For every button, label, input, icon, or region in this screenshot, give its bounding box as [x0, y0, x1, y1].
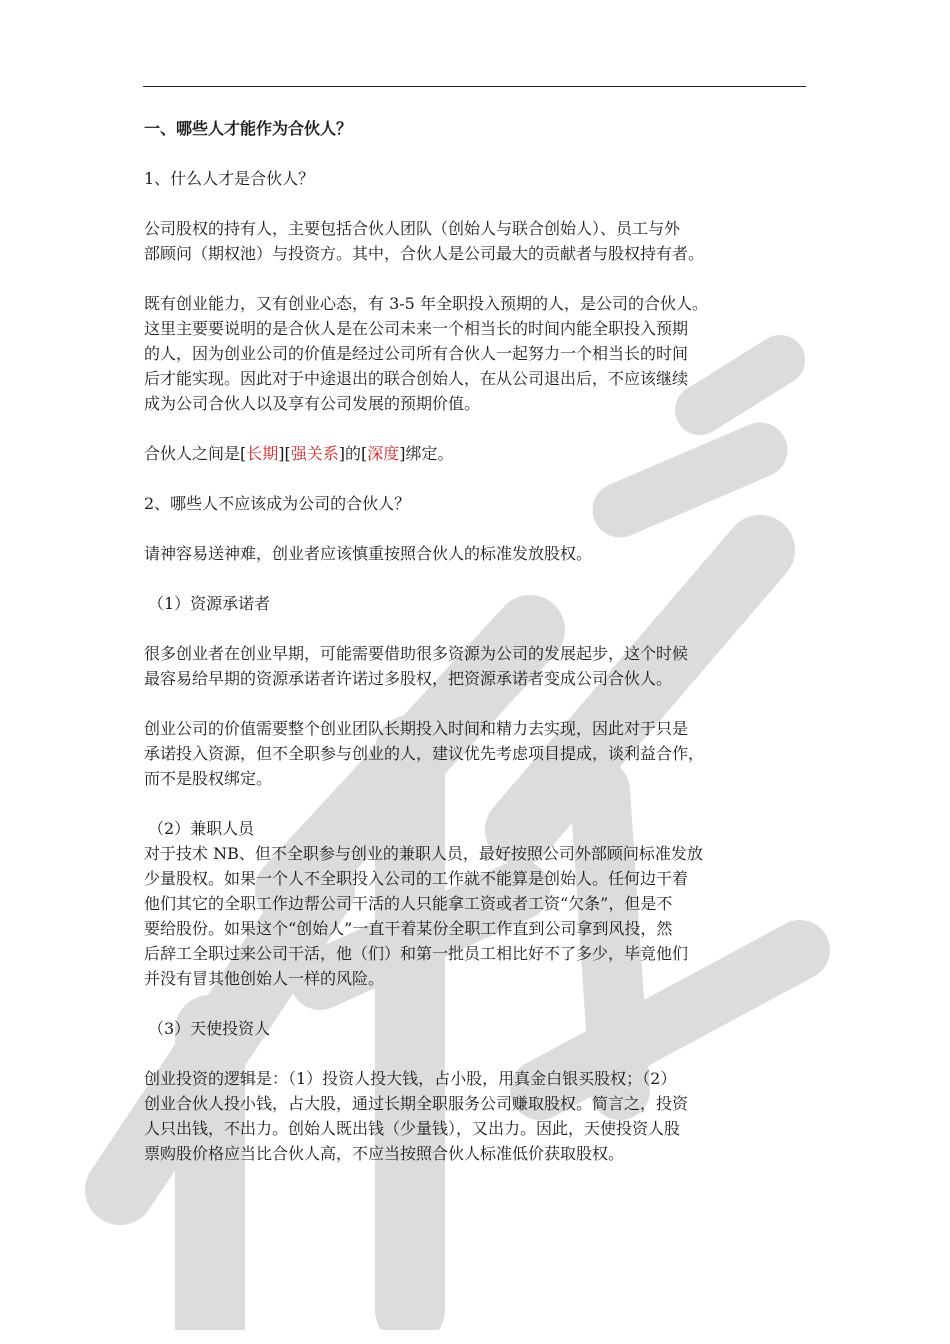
- text-line: 创业公司的价值需要整个创业团队长期投入时间和精力去实现，因此对于只是: [144, 719, 689, 738]
- question-1: 1、什么人才是合伙人？: [144, 169, 315, 188]
- text-line: 票购股价格应当比合伙人高，不应当按照合伙人标准低价获取股权。: [144, 1144, 625, 1163]
- question-2: 2、哪些人不应该成为公司的合伙人？: [144, 494, 411, 513]
- text-line: 对于技术 NB、但不全职参与创业的兼职人员，最好按照公司外部顾问标准发放: [144, 844, 703, 863]
- text-line: 成为公司合伙人以及享有公司发展的预期价值。: [144, 394, 481, 413]
- text-line: 的人，因为创业公司的价值是经过公司所有合伙人一起努力一个相当长的时间: [144, 344, 689, 363]
- text-span: ]绑定。: [399, 444, 454, 463]
- paragraph-resource-promisers-1: [144, 641, 808, 691]
- header-rule: [143, 86, 806, 87]
- paragraph-shareholders: [144, 216, 808, 266]
- text-line: 少量股权。如果一个人不全职投入公司的工作就不能算是创始人。任何边干着: [144, 869, 689, 888]
- text-line: 后才能实现。因此对于中途退出的联合创始人，在从公司退出后，不应该继续: [144, 369, 689, 388]
- text-line: 并没有冒其他创始人一样的风险。: [144, 969, 385, 988]
- binding-statement: [144, 441, 808, 466]
- text-line: 要给股份。如果这个“创始人”一直干着某份全职工作直到公司拿到风投，然: [144, 919, 673, 938]
- paragraph-angel-investors: [144, 1066, 808, 1166]
- paragraph-partner-definition: [144, 291, 808, 416]
- paragraph-part-time: [144, 841, 808, 991]
- emphasis-term: 深度: [367, 444, 400, 463]
- text-line: 既有创业能力，又有创业心态，有 3-5 年全职投入预期的人，是公司的合伙人。: [144, 294, 708, 313]
- subsection-title-3: （3）天使投资人: [148, 1019, 271, 1038]
- text-line: 最容易给早期的资源承诺者许诺过多股权，把资源承诺者变成公司合伙人。: [144, 669, 673, 688]
- text-line: 而不是股权绑定。: [144, 769, 273, 788]
- document-body: [144, 116, 808, 1166]
- section-heading: 一、哪些人才能作为合伙人？: [144, 119, 353, 138]
- text-line: 公司股权的持有人，主要包括合伙人团队（创始人与联合创始人）、员工与外: [144, 219, 681, 238]
- text-line: 他们其它的全职工作边帮公司干活的人只能拿工资或者工资“欠条”，但是不: [144, 894, 673, 913]
- emphasis-term: 长期: [246, 444, 279, 463]
- text-line: 后辞工全职过来公司干活，他（们）和第一批员工相比好不了多少，毕竟他们: [144, 944, 689, 963]
- emphasis-term: 强关系: [290, 444, 339, 463]
- text-line: 创业合伙人投小钱，占大股，通过长期全职服务公司赚取股权。简言之，投资: [144, 1094, 689, 1113]
- text-line: 这里主要要说明的是合伙人是在公司未来一个相当长的时间内能全职投入预期: [144, 319, 689, 338]
- text-line: 创业投资的逻辑是：（1）投资人投大钱，占小股，用真金白银买股权；（2）: [144, 1069, 677, 1088]
- paragraph-resource-promisers-2: [144, 716, 808, 791]
- paragraph-caution: 请神容易送神难，创业者应该慎重按照合伙人的标准发放股权。: [144, 544, 593, 563]
- text-line: 人只出钱，不出力。创始人既出钱（少量钱），又出力。因此，天使投资人股: [144, 1119, 681, 1138]
- text-line: 承诺投入资源，但不全职参与创业的人，建议优先考虑项目提成，谈利益合作，: [144, 744, 705, 763]
- subsection-title-1: （1）资源承诺者: [148, 594, 271, 613]
- text-line: 很多创业者在创业早期，可能需要借助很多资源为公司的发展起步，这个时候: [144, 644, 689, 663]
- subsection-title-2: （2）兼职人员: [148, 819, 255, 838]
- text-span: ][: [278, 444, 291, 463]
- text-span: ]的[: [338, 444, 368, 463]
- text-line: 部顾问（期权池）与投资方。其中，合伙人是公司最大的贡献者与股权持有者。: [144, 244, 705, 263]
- text-span: 合伙人之间是[: [144, 444, 247, 463]
